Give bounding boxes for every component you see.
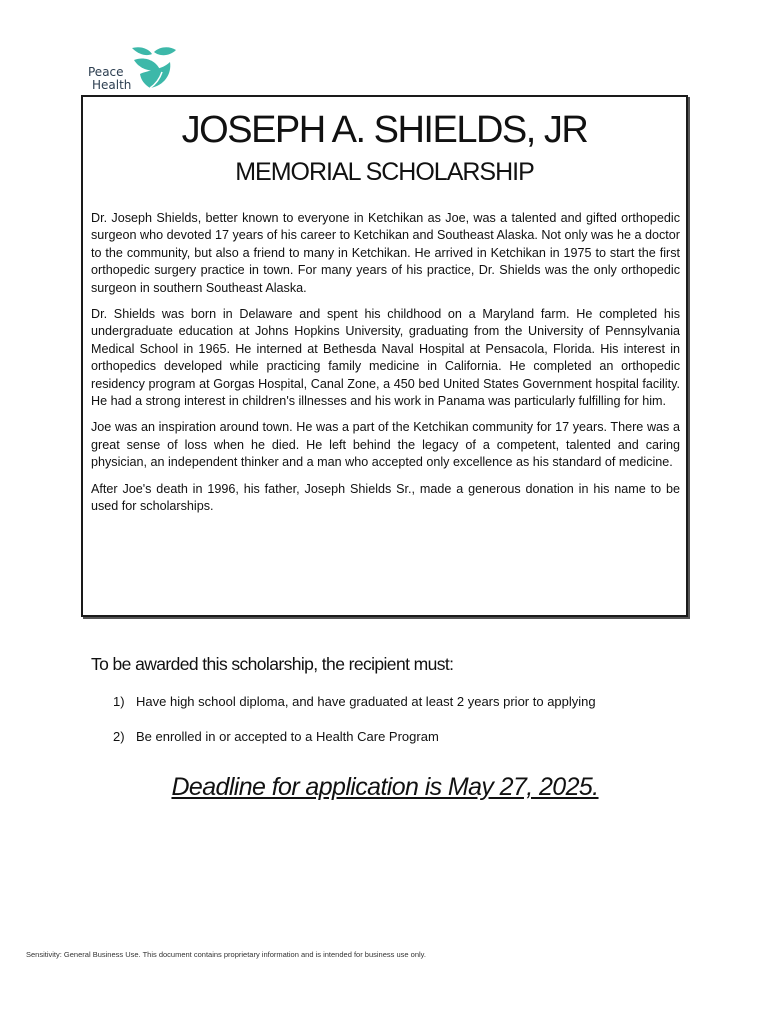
scholarship-title: JOSEPH A. SHIELDS, JR: [181, 109, 588, 151]
requirements-list: [113, 694, 596, 764]
scholarship-info-box: [81, 95, 688, 617]
requirement-text: Be enrolled in or accepted to a Health Care Program: [136, 729, 439, 744]
biography-paragraph: Joe was an inspiration around town. He was a part of the Ketchikan community for 17 years. There was a great sense of loss when he died. He left behind the legacy of a competent, talented and caring physician, an independent thinker and a man who accepted only excellence as his standard of medicine.: [91, 420, 680, 470]
biography-paragraph: After Joe's death in 1996, his father, Joseph Shields Sr., made a generous donation in his name to be used for scholarships.: [91, 481, 680, 514]
dove-leaf-icon: [126, 44, 178, 90]
requirements-heading: To be awarded this scholarship, the recipient must:: [91, 654, 454, 674]
peacehealth-logo: [88, 44, 188, 96]
requirement-number: 2): [113, 729, 125, 744]
sensitivity-footer: Sensitivity: General Business Use. This document contains proprietary information and is intended for business use only.: [26, 950, 426, 959]
application-deadline: Deadline for application is May 27, 2025.: [171, 773, 599, 801]
logo-line2: Health: [92, 78, 132, 92]
logo-wordmark: [88, 66, 131, 92]
biography-paragraph: Dr. Joseph Shields, better known to everyone in Ketchikan as Joe, was a talented and gifted orthopedic surgeon who devoted 17 years of his career to Ketchikan and Southeast Alaska. Not only was he a doctor to the community, but also a friend to many in Ketchikan. He arrived in Ketchikan in 1975 to start the first orthopedic surgery practice in town. For many years of his practice, Dr. Shields was the only orthopedic surgeon in southern Southeast Alaska.: [91, 211, 680, 295]
biography-text: [91, 210, 680, 525]
requirement-item: [113, 694, 596, 729]
requirement-item: [113, 729, 596, 764]
requirement-text: Have high school diploma, and have graduated at least 2 years prior to applying: [136, 694, 596, 709]
logo-line1: Peace: [88, 65, 124, 79]
requirement-number: 1): [113, 694, 125, 709]
scholarship-subtitle: MEMORIAL SCHOLARSHIP: [235, 158, 534, 186]
biography-paragraph: Dr. Shields was born in Delaware and spent his childhood on a Maryland farm. He completed his undergraduate education at Johns Hopkins University, graduating from the University of Pennsylvania Medical School in 1965. He interned at Bethesda Naval Hospital at Pensacola, Florida. His interest in orthopedics developed while practicing family medicine in California. He completed an orthopedic residency program at Gorgas Hospital, Canal Zone, a 450 bed United States Government hospital facility. He had a strong interest in children's illnesses and his work in Panama was particularly fulfilling for him.: [91, 307, 680, 409]
